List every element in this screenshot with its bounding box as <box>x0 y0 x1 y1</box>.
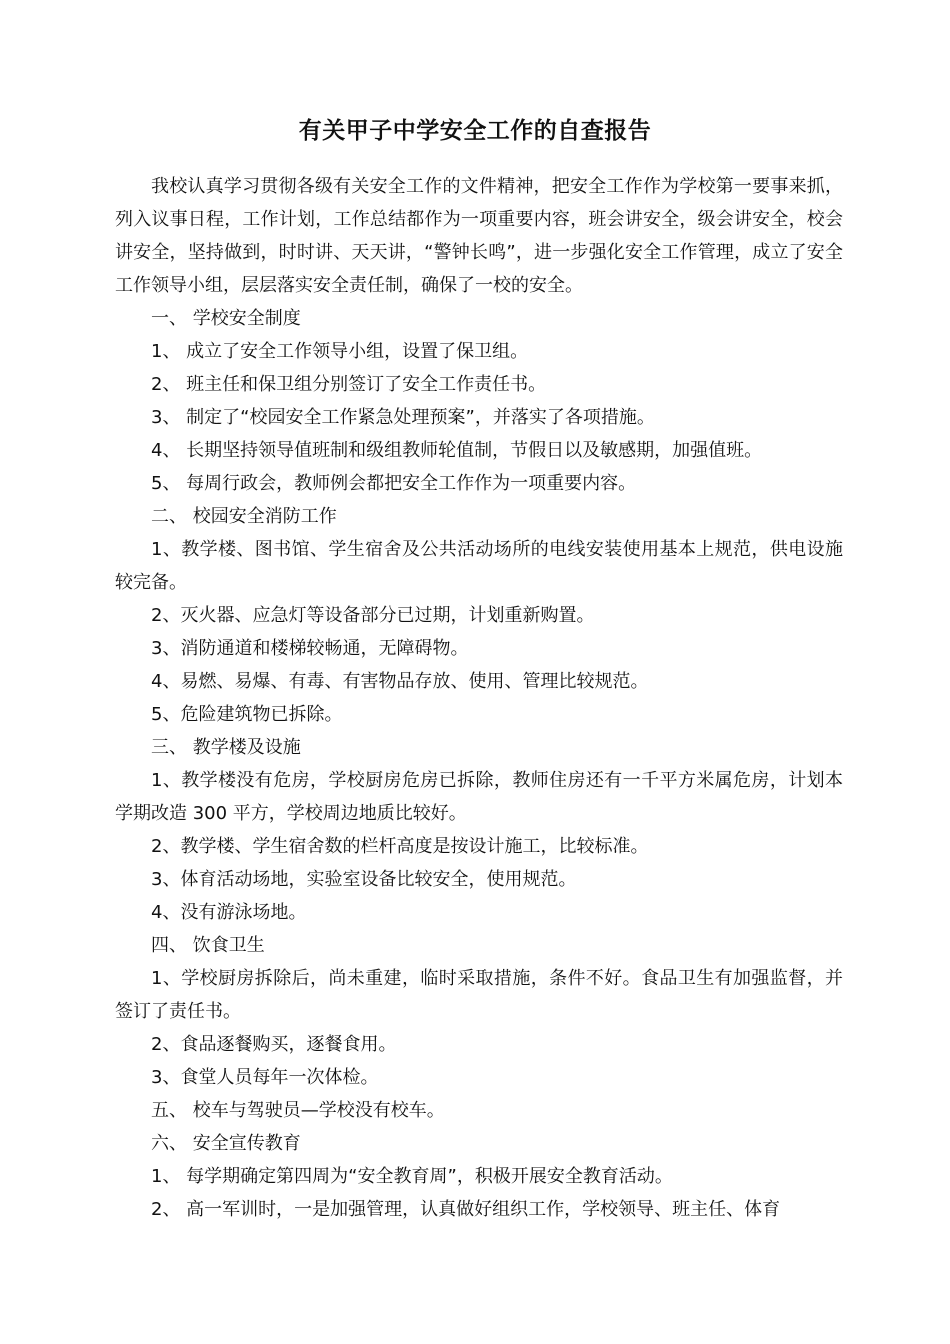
list-item: 2、 班主任和保卫组分别签订了安全工作责任书。 <box>151 374 547 395</box>
list-item: 2、食品逐餐购买，逐餐食用。 <box>151 1034 397 1055</box>
list-item: 3、食堂人员每年一次体检。 <box>151 1067 379 1088</box>
list-item: 3、体育活动场地，实验室设备比较安全，使用规范。 <box>151 869 577 890</box>
list-item: 5、危险建筑物已拆除。 <box>151 704 343 725</box>
section-heading: 四、 饮食卫生 <box>151 935 265 956</box>
list-item: 2、 高一军训时，一是加强管理，认真做好组织工作，学校领导、班主任、体育 <box>151 1199 781 1220</box>
document-body <box>115 170 843 1226</box>
intro-paragraph: 我校认真学习贯彻各级有关安全工作的文件精神，把安全工作作为学校第一要事来抓，列入议事日程，工作计划，工作总结都作为一项重要内容，班会讲安全，级会讲安全，校会讲安全，坚持做到，时时讲、天天讲，“警钟长鸣”，进一步强化安全工作管理，成立了安全工作领导小组，层层落实安全责任制，确保了一校的安全。 <box>115 176 843 296</box>
list-item: 4、 长期坚持领导值班制和级组教师轮值制，节假日以及敏感期，加强值班。 <box>151 440 763 461</box>
list-item: 4、没有游泳场地。 <box>151 902 307 923</box>
list-item: 4、易燃、易爆、有毒、有害物品存放、使用、管理比较规范。 <box>151 671 649 692</box>
list-item: 3、消防通道和楼梯较畅通，无障碍物。 <box>151 638 469 659</box>
section-heading: 三、 教学楼及设施 <box>151 737 301 758</box>
list-item: 1、 成立了安全工作领导小组，设置了保卫组。 <box>151 341 529 362</box>
list-item: 2、灭火器、应急灯等设备部分已过期，计划重新购置。 <box>151 605 595 626</box>
list-item: 3、 制定了“校园安全工作紧急处理预案”，并落实了各项措施。 <box>151 407 655 428</box>
list-item: 1、教学楼、图书馆、学生宿舍及公共活动场所的电线安装使用基本上规范，供电设施较完备。 <box>115 539 843 593</box>
list-item: 2、教学楼、学生宿舍数的栏杆高度是按设计施工，比较标准。 <box>151 836 649 857</box>
list-item: 5、 每周行政会，教师例会都把安全工作作为一项重要内容。 <box>151 473 637 494</box>
section-heading: 六、 安全宣传教育 <box>151 1133 301 1154</box>
list-item: 1、教学楼没有危房，学校厨房危房已拆除，教师住房还有一千平方米属危房，计划本学期改造 300 平方，学校周边地质比较好。 <box>115 770 843 824</box>
section-heading: 一、 学校安全制度 <box>151 308 301 329</box>
list-item: 1、学校厨房拆除后，尚未重建，临时采取措施，条件不好。食品卫生有加强监督，并签订了责任书。 <box>115 968 843 1022</box>
document-title: 有关甲子中学安全工作的自查报告 <box>298 118 652 144</box>
list-item: 1、 每学期确定第四周为“安全教育周”，积极开展安全教育活动。 <box>151 1166 673 1187</box>
section-heading: 五、 校车与驾驶员—学校没有校车。 <box>151 1100 445 1121</box>
section-heading: 二、 校园安全消防工作 <box>151 506 337 527</box>
